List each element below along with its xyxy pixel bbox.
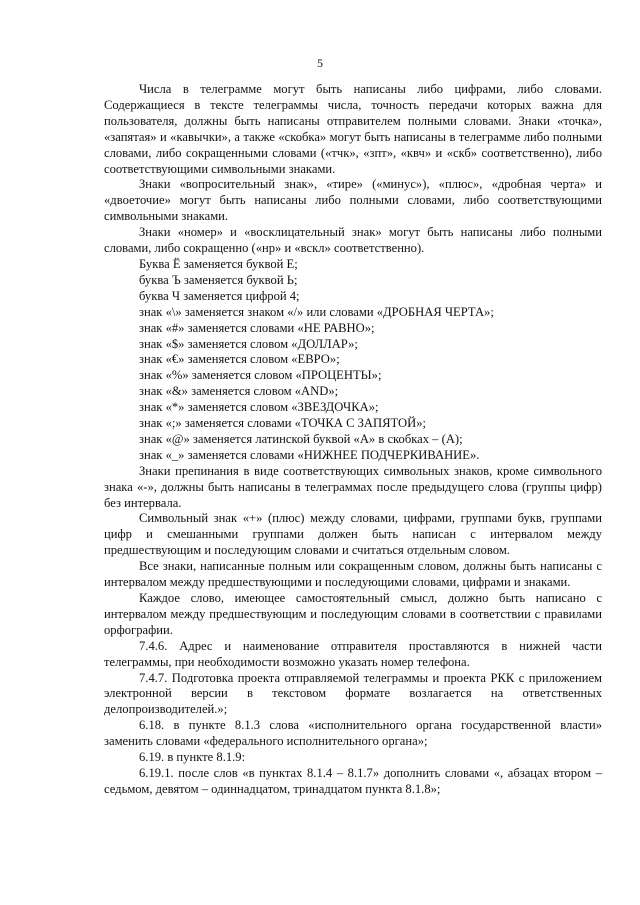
paragraph-number-sign: Знаки «номер» и «восклицательный знак» могут быть написаны либо полными словами, либо сокращенно («нр» и «вскл» соответственно). bbox=[104, 225, 602, 256]
paragraph-punctuation: Знаки препинания в виде соответствующих символьных знаков, кроме символьного знака «-», должны быть написаны в телеграммах после предыдущего слова (группы цифр) без интервала. bbox=[104, 463, 602, 510]
list-item: знак «#» заменяется словами «НЕ РАВНО»; bbox=[139, 320, 375, 335]
paragraph-spacing: Все знаки, написанные полным или сокращенным словом, должны быть написаны с интервалом между предшествующими и последующими словами, цифрами и знаками. bbox=[104, 559, 602, 590]
paragraph-6-19-1: 6.19.1. после слов «в пунктах 8.1.4 – 8.1.7» дополнить словами «, абзацах втором – седьмом, девятом – одиннадцатом, тринадцатом пункта 8.1.8»; bbox=[104, 765, 602, 796]
list-item: знак «@» заменяется латинской буквой «А» в скобках – (А); bbox=[139, 431, 463, 446]
paragraph-plus-sign: Символьный знак «+» (плюс) между словами, цифрами, группами букв, группами цифр и смешанными группами должен быть написан с интервалом между предшествующим и последующим словами и считаться отдельным словом. bbox=[104, 511, 602, 558]
paragraph-7-4-7: 7.4.7. Подготовка проекта отправляемой телеграммы и проекта РКК с приложением электронной версии в текстовом формате возлагается на ответственных делопроизводителей.»; bbox=[104, 670, 602, 717]
paragraph-7-4-6: 7.4.6. Адрес и наименование отправителя проставляются в нижней части телеграммы, при необходимости возможно указать номер телефона. bbox=[104, 638, 602, 669]
list-item: знак «€» заменяется словом «ЕВРО»; bbox=[139, 352, 340, 367]
paragraph-6-18: 6.18. в пункте 8.1.3 слова «исполнительного органа государственной власти» заменить словами «федерального исполнительного органа»; bbox=[104, 718, 602, 749]
list-item: знак «$» заменяется словом «ДОЛЛАР»; bbox=[139, 336, 358, 351]
list-item: знак «*» заменяется словом «ЗВЕЗДОЧКА»; bbox=[139, 400, 379, 415]
replacement-list bbox=[104, 257, 602, 464]
list-item: знак «%» заменяется словом «ПРОЦЕНТЫ»; bbox=[139, 368, 382, 383]
paragraph-words: Каждое слово, имеющее самостоятельный смысл, должно быть написано с интервалом между предшествующим и последующим словами в соответствии с правилами орфографии. bbox=[104, 591, 602, 637]
list-item: знак «;» заменяется словами «ТОЧКА С ЗАПЯТОЙ»; bbox=[139, 416, 427, 431]
page-number: 5 bbox=[317, 56, 323, 70]
paragraph-6-19: 6.19. в пункте 8.1.9: bbox=[139, 750, 246, 765]
list-item: знак «_» заменяется словами «НИЖНЕЕ ПОДЧЕРКИВАНИЕ». bbox=[139, 447, 480, 462]
list-item: буква Ъ заменяется буквой Ь; bbox=[139, 272, 298, 287]
list-item: буква Ч заменяется цифрой 4; bbox=[139, 288, 300, 303]
list-item: знак «&» заменяется словом «AND»; bbox=[139, 384, 339, 399]
document-body bbox=[104, 82, 602, 798]
paragraph-numbers: Числа в телеграмме могут быть написаны либо цифрами, либо словами. Содержащиеся в тексте телеграммы числа, точность передачи которых важна для пользователя, должны быть написаны отправителем полными словами. Знаки «точка», «запятая» и «кавычки», а также «скобка» могут быть написаны в телеграмме либо полными словами, либо сокращенными словами («тчк», «зпт», «квч» и «скб» соответственно), либо соответствующими символьными знаками. bbox=[104, 82, 602, 176]
list-item: знак «\» заменяется знаком «/» или словами «ДРОБНАЯ ЧЕРТА»; bbox=[139, 304, 494, 319]
paragraph-symbols: Знаки «вопросительный знак», «тире» («минус»), «плюс», «дробная черта» и «двоеточие» могут быть написаны либо полными словами, либо соответствующими символьными знаками. bbox=[104, 177, 602, 224]
list-item: Буква Ё заменяется буквой Е; bbox=[139, 256, 298, 271]
